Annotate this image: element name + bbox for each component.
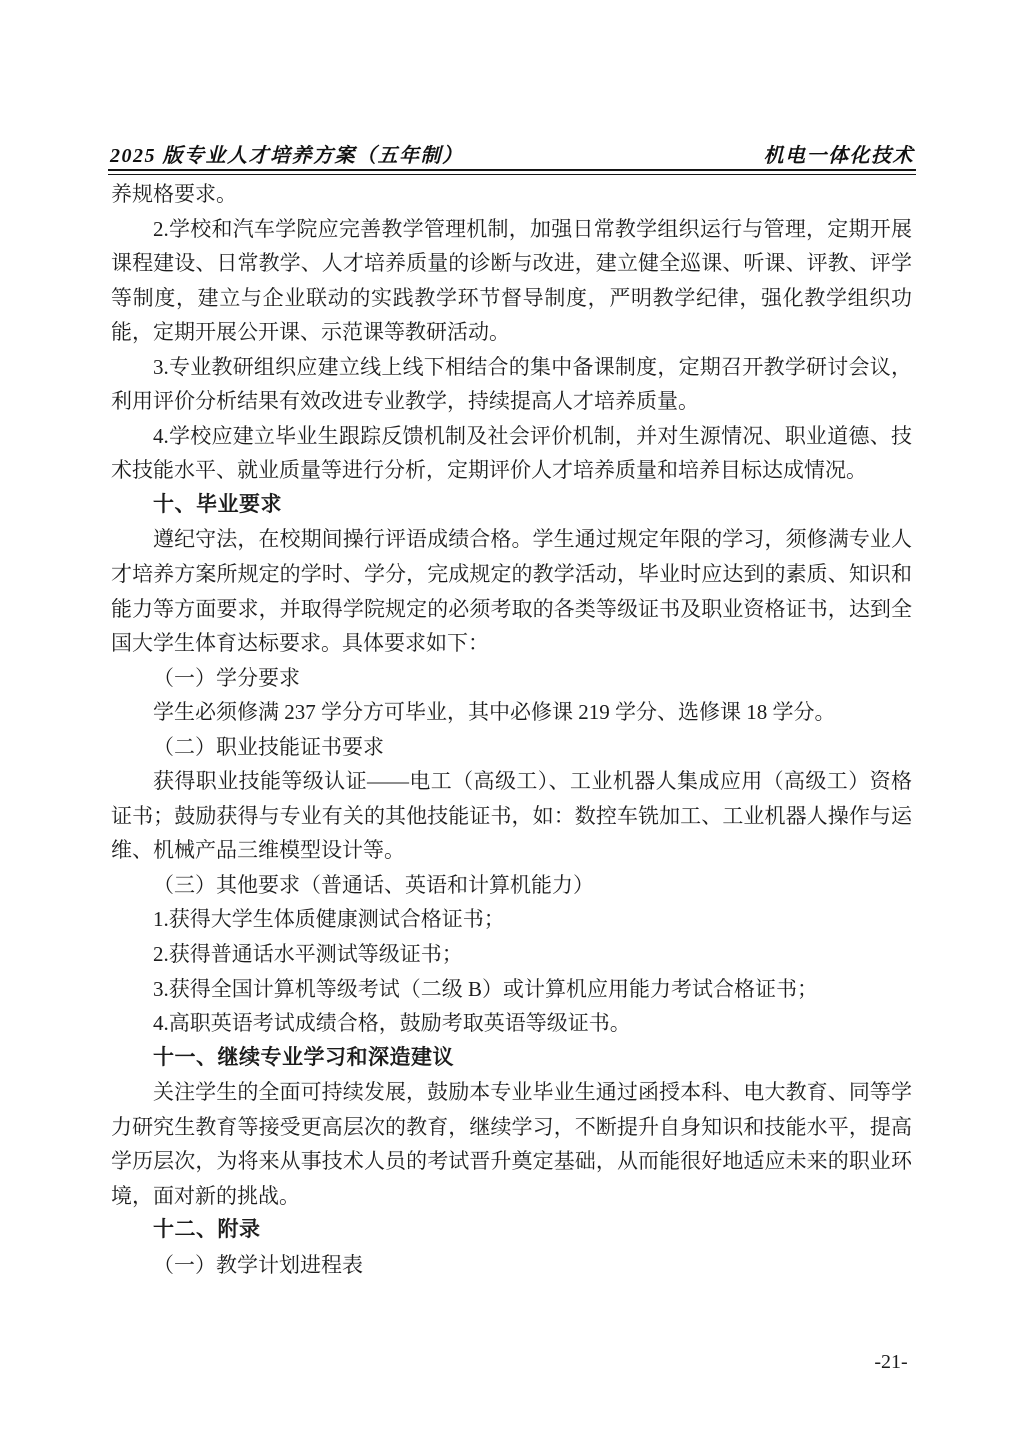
paragraph-continuation: 养规格要求。 [111, 182, 237, 206]
paragraph: 学生必须修满 237 学分方可毕业，其中必修课 219 学分、选修课 18 学分。 [153, 700, 836, 725]
header-double-rule [108, 169, 916, 175]
page-number: -21- [874, 1351, 908, 1373]
paragraph: 2.学校和汽车学院应完善教学管理机制，加强日常教学组织运行与管理，定期开展课程建设、日常教学、人才培养质量的诊断与改进，建立健全巡课、听课、评教、评学等制度，建立与企业联动的实践教学环节督导制度，严明教学纪律，强化教学组织功能，定期开展公开课、示范课等教研活动。 [111, 216, 912, 345]
subsection-heading: （二）职业技能证书要求 [153, 734, 384, 759]
list-item: 4.高职英语考试成绩合格，鼓励考取英语等级证书。 [153, 1011, 631, 1036]
page-header [110, 139, 914, 168]
list-item: 1.获得大学生体质健康测试合格证书； [153, 907, 505, 932]
list-item: 2.获得普通话水平测试等级证书； [153, 942, 463, 967]
section-heading-12: 十二、附录 [153, 1218, 261, 1242]
section-heading-11: 十一、继续专业学习和深造建议 [153, 1045, 454, 1069]
paragraph: 3.专业教研组织应建立线上线下相结合的集中备课制度，定期召开教学研讨会议，利用评价分析结果有效改进专业教学，持续提高人才培养质量。 [111, 354, 912, 414]
paragraph: 获得职业技能等级认证——电工（高级工）、工业机器人集成应用（高级工）资格证书；鼓励获得与专业有关的其他技能证书，如：数控车铣加工、工业机器人操作与运维、机械产品三维模型设计等。 [111, 769, 912, 863]
header-left-title: 2025 版专业人才培养方案（五年制） [110, 145, 464, 167]
subsection-heading: （一）学分要求 [153, 665, 300, 690]
subsection-heading: （一）教学计划进程表 [153, 1252, 363, 1277]
section-heading-10: 十、毕业要求 [153, 492, 282, 516]
document-body [111, 177, 912, 1283]
paragraph: 4.学校应建立毕业生跟踪反馈机制及社会评价机制，并对生源情况、职业道德、技术技能水平、就业质量等进行分析，定期评价人才培养质量和培养目标达成情况。 [111, 423, 912, 483]
list-item: 3.获得全国计算机等级考试（二级 B）或计算机应用能力考试合格证书； [153, 976, 819, 1001]
subsection-heading: （三）其他要求（普通话、英语和计算机能力） [153, 872, 594, 897]
header-right-title: 机电一体化技术 [763, 145, 914, 167]
paragraph: 关注学生的全面可持续发展，鼓励本专业毕业生通过函授本科、电大教育、同等学力研究生教育等接受更高层次的教育，继续学习，不断提升自身知识和技能水平，提高学历层次，为将来从事技术人员的考试晋升奠定基础，从而能很好地适应未来的职业环境，面对新的挑战。 [111, 1080, 912, 1208]
paragraph: 遵纪守法，在校期间操行评语成绩合格。学生通过规定年限的学习，须修满专业人才培养方案所规定的学时、学分，完成规定的教学活动，毕业时应达到的素质、知识和能力等方面要求，并取得学院规定的必须考取的各类等级证书及职业资格证书，达到全国大学生体育达标要求。具体要求如下： [111, 527, 912, 656]
